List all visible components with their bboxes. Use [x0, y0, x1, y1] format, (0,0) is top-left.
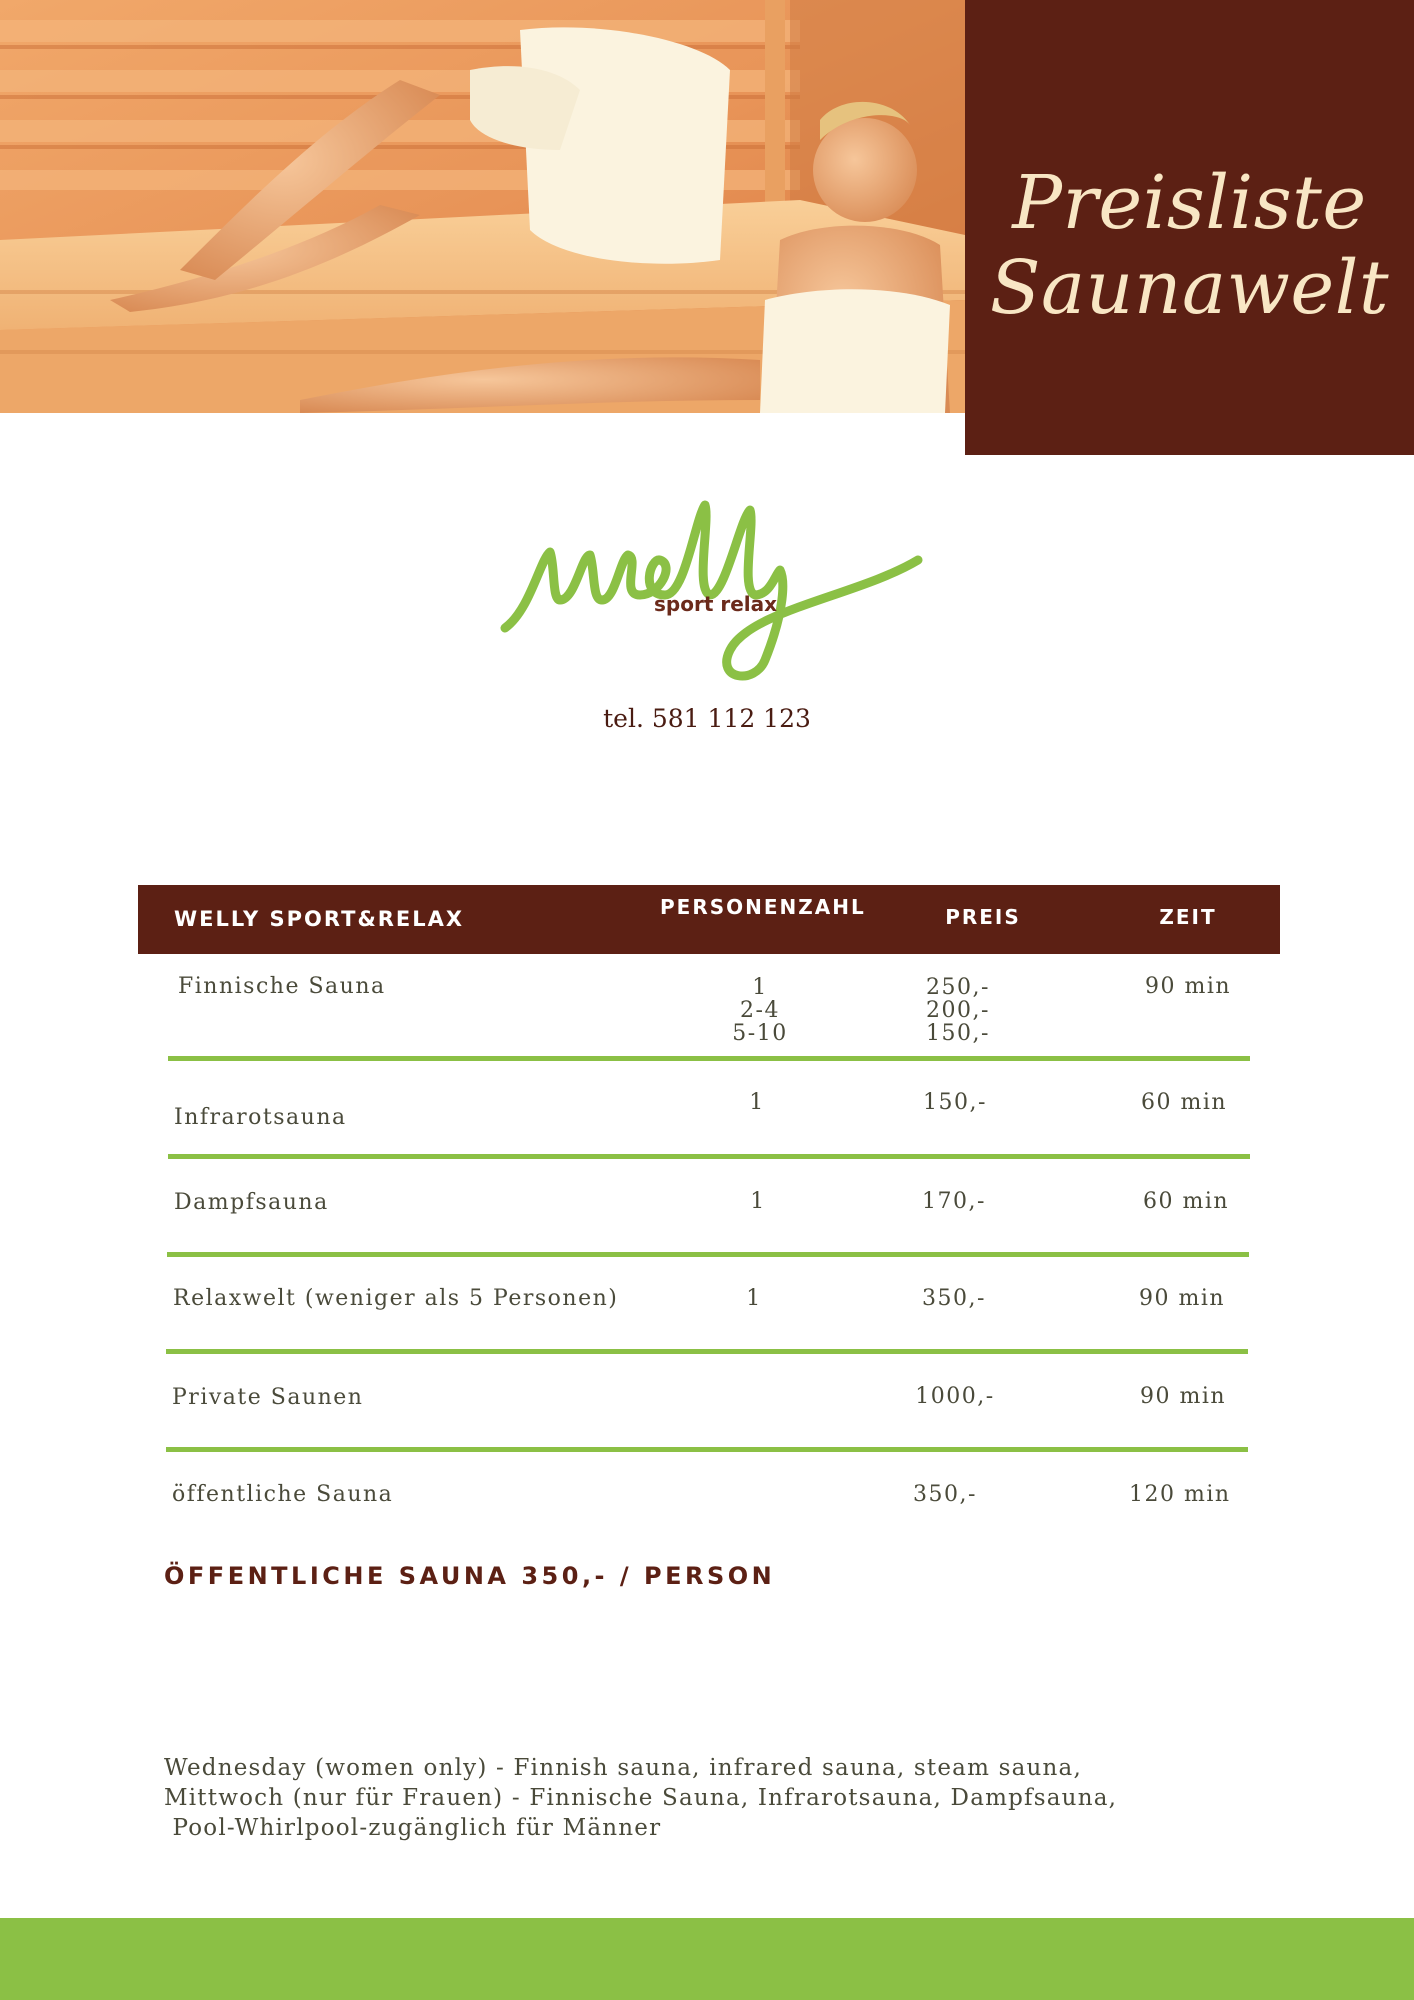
- row-divider: [167, 1252, 1249, 1257]
- row-dampfsauna-time: 60 min: [1143, 1189, 1230, 1214]
- row-divider: [166, 1349, 1248, 1354]
- footer-note-line: Mittwoch (nur für Frauen) - Finnische Sauna, Infrarotsauna, Dampfsauna,: [164, 1785, 1118, 1811]
- row-divider: [168, 1056, 1250, 1061]
- header-persons: PERSONENZAHL: [660, 895, 866, 919]
- row-infrarotsauna-name: Infrarotsauna: [174, 1105, 347, 1130]
- row-finnische-sauna-name: Finnische Sauna: [178, 974, 386, 999]
- row-relaxwelt-name: Relaxwelt (weniger als 5 Personen): [173, 1286, 619, 1311]
- footer-note-line: Wednesday (women only) - Finnish sauna, infrared sauna, steam sauna,: [164, 1755, 1082, 1781]
- price-value: 150,-: [926, 1021, 990, 1046]
- header-time: ZEIT: [1159, 905, 1217, 929]
- row-divider: [166, 1447, 1248, 1452]
- logo-tagline: sport relax: [654, 592, 778, 616]
- row-oeffentliche-sauna-name: öffentliche Sauna: [172, 1482, 394, 1507]
- row-dampfsauna-price: 170,-: [922, 1189, 986, 1214]
- row-relaxwelt-time: 90 min: [1139, 1286, 1226, 1311]
- page-title-line-1: Preisliste: [1012, 160, 1367, 246]
- hero-sauna-photo: [0, 0, 965, 413]
- price-value: 200,-: [926, 998, 990, 1023]
- title-box: [965, 0, 1414, 455]
- row-private-saunen-price: 1000,-: [915, 1384, 995, 1409]
- public-sauna-note: ÖFFENTLICHE SAUNA 350,- / PERSON: [164, 1562, 776, 1590]
- footer-note-line: Pool-Whirlpool-zugänglich für Männer: [164, 1815, 662, 1841]
- row-dampfsauna-persons: 1: [750, 1189, 766, 1214]
- footer-note: [164, 1753, 1117, 1843]
- footer-bar: [0, 1918, 1414, 2000]
- persons-value: 1: [752, 975, 768, 1000]
- row-finnische-sauna-price: [898, 976, 1018, 1045]
- header-name: WELLY SPORT&RELAX: [174, 907, 465, 931]
- row-finnische-sauna-persons: [710, 976, 810, 1045]
- row-infrarotsauna-time: 60 min: [1141, 1090, 1228, 1115]
- row-relaxwelt-persons: 1: [746, 1286, 762, 1311]
- row-private-saunen-time: 90 min: [1140, 1384, 1227, 1409]
- row-oeffentliche-sauna-price: 350,-: [913, 1482, 977, 1507]
- page-title-line-2: Saunawelt: [989, 245, 1390, 331]
- row-finnische-sauna-time: 90 min: [1145, 974, 1232, 999]
- price-table-header: [138, 885, 1280, 954]
- persons-value: 5-10: [732, 1021, 788, 1046]
- row-relaxwelt-price: 350,-: [922, 1286, 986, 1311]
- price-value: 250,-: [926, 975, 990, 1000]
- row-infrarotsauna-price: 150,-: [923, 1090, 987, 1115]
- row-infrarotsauna-persons: 1: [749, 1090, 765, 1115]
- header-price: PREIS: [945, 905, 1021, 929]
- phone-number: tel. 581 112 123: [603, 704, 811, 733]
- row-private-saunen-name: Private Saunen: [172, 1385, 364, 1410]
- row-oeffentliche-sauna-time: 120 min: [1129, 1482, 1231, 1507]
- row-dampfsauna-name: Dampfsauna: [174, 1190, 329, 1215]
- row-divider: [168, 1154, 1250, 1159]
- persons-value: 2-4: [740, 998, 780, 1023]
